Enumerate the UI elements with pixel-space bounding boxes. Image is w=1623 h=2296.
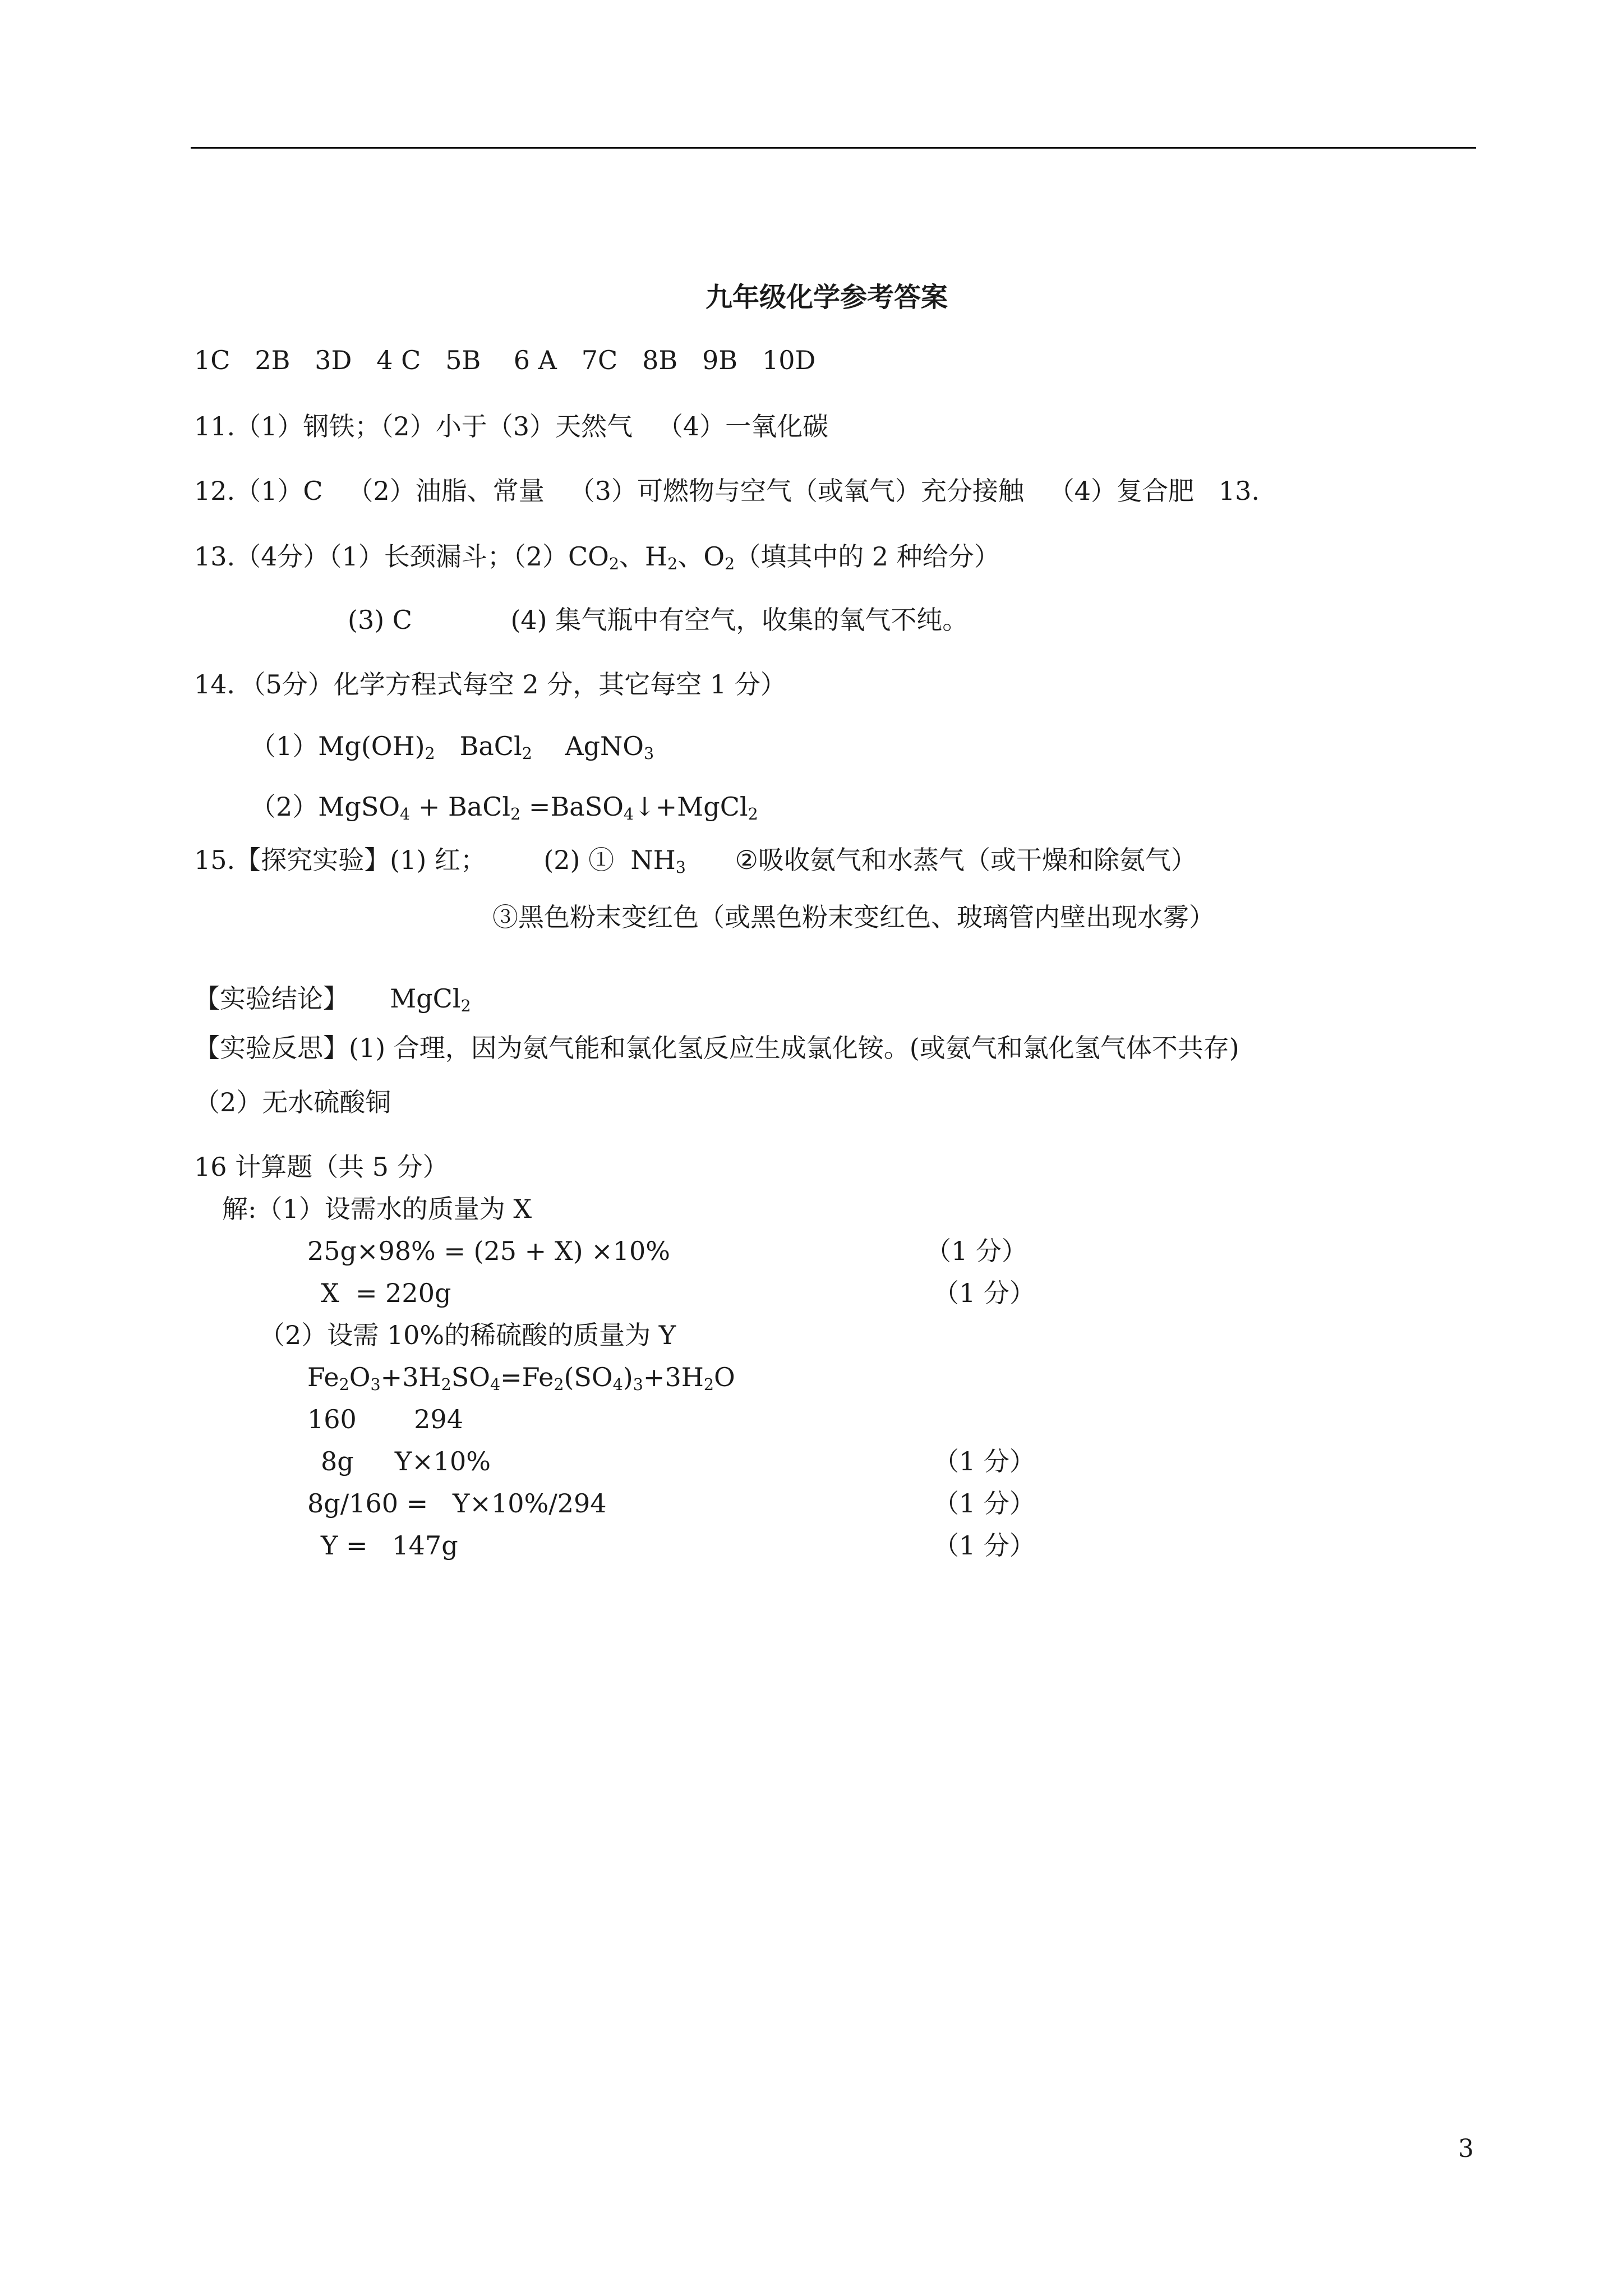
sub: 3 (633, 1375, 643, 1395)
sub: 3 (644, 744, 654, 763)
score-1: （1 分） (925, 1236, 1027, 1266)
a13-head: 13.（4分）（1）长颈漏斗；（2）CO (194, 541, 609, 572)
eq-3h: +3H (380, 1362, 441, 1392)
answer-14-head: 14．（5分）化学方程式每空 2 分，其它每空 1 分） (194, 669, 786, 700)
score-2: （1 分） (933, 1278, 1035, 1308)
eq-fe: Fe (307, 1362, 339, 1392)
a14-mgso: （2）MgSO (250, 792, 400, 822)
header-rule (191, 147, 1476, 149)
sub: 4 (623, 805, 634, 824)
answer-12: 12.（1）C （2）油脂、常量 （3）可燃物与空气（或氧气）充分接触 （4）复合肥 13. (194, 476, 1260, 506)
answer-15-line1 (194, 843, 1197, 877)
experiment-conclusion (194, 982, 471, 1015)
sub: 2 (748, 805, 758, 824)
sub: 3 (675, 858, 686, 877)
a13-tail: （填其中的 2 种给分） (735, 541, 1000, 572)
sub: 2 (510, 805, 521, 824)
answer-15-line2: ③黑色粉末变红色（或黑色粉末变红色、玻璃管内壁出现水雾） (492, 902, 1215, 932)
answer-14-line1 (250, 729, 654, 763)
answer-13-line1 (194, 540, 1000, 573)
experiment-reflection-2: （2）无水硫酸铜 (194, 1087, 391, 1117)
eq-h2o: +3H (643, 1362, 704, 1392)
sub: 2 (725, 555, 735, 574)
score-4: （1 分） (933, 1488, 1035, 1519)
conclusion-text: 【实验结论】 MgCl (194, 983, 461, 1014)
score-3: （1 分） (933, 1446, 1035, 1476)
sub: 4 (400, 805, 411, 824)
calc-step-3: X = 220g (321, 1278, 451, 1308)
answers-1-10: 1C 2B 3D 4 C 5B 6 A 7C 8B 9B 10D (194, 345, 816, 375)
eq-close: ) (623, 1362, 633, 1392)
sub: 2 (522, 744, 532, 763)
sub: 4 (612, 1375, 623, 1395)
page-number: 3 (1458, 2134, 1474, 2163)
a15-part1: 15.【探究实验】(1) 红； (2) ① NH (194, 845, 676, 875)
eq-o-end: O (714, 1362, 735, 1392)
eq-fe2: =Fe (500, 1362, 554, 1392)
sub: 2 (425, 744, 435, 763)
sub: 2 (460, 997, 471, 1016)
sub: 2 (441, 1375, 451, 1395)
a14-baso: =BaSO (520, 792, 624, 822)
a14-bacl2: + BaCl (410, 792, 511, 822)
document-title: 九年级化学参考答案 (706, 282, 948, 313)
answer-14-line2 (250, 790, 758, 823)
chemical-equation (307, 1360, 735, 1394)
calc-step-1: 解:（1）设需水的质量为 X (222, 1194, 532, 1224)
a14-mgcl: ↓+MgCl (634, 792, 748, 822)
sub: 3 (370, 1375, 381, 1395)
score-5: （1 分） (933, 1530, 1035, 1561)
eq-so4: (SO (564, 1362, 613, 1392)
calc-step-7: 8g Y×10% (321, 1446, 491, 1476)
sub: 2 (667, 555, 678, 574)
answer-11: 11.（1）钢铁；（2）小于（3）天然气 （4）一氧化碳 (194, 411, 829, 441)
a14-mgoh: （1）Mg(OH) (250, 731, 425, 761)
sub: 4 (490, 1375, 501, 1395)
a14-agno: AgNO (532, 731, 644, 761)
answer-16-head: 16 计算题（共 5 分） (194, 1152, 449, 1182)
eq-o: O (349, 1362, 371, 1392)
a14-bacl: BaCl (435, 731, 522, 761)
answer-13-line2: (3) C (4) 集气瓶中有空气，收集的氧气不纯。 (348, 605, 969, 635)
calc-step-2: 25g×98% = (25 + X) ×10% (307, 1236, 670, 1266)
calc-step-6: 160 294 (307, 1404, 463, 1434)
calc-step-9: Y = 147g (321, 1530, 458, 1561)
experiment-reflection: 【实验反思】(1) 合理，因为氨气能和氯化氢反应生成氯化铵。(或氨气和氯化氢气体不共存) (194, 1033, 1239, 1063)
eq-so: SO (451, 1362, 490, 1392)
a15-part2: ②吸收氨气和水蒸气（或干燥和除氨气） (685, 845, 1197, 875)
sub: 2 (554, 1375, 564, 1395)
sub: 2 (608, 555, 620, 574)
sub: 2 (703, 1375, 714, 1395)
calc-step-8: 8g/160 = Y×10%/294 (307, 1488, 607, 1519)
calc-step-4: （2）设需 10%的稀硫酸的质量为 Y (259, 1320, 676, 1350)
sub: 2 (339, 1375, 349, 1395)
a13-h2: 、H (619, 541, 668, 572)
a13-o2: 、O (677, 541, 725, 572)
